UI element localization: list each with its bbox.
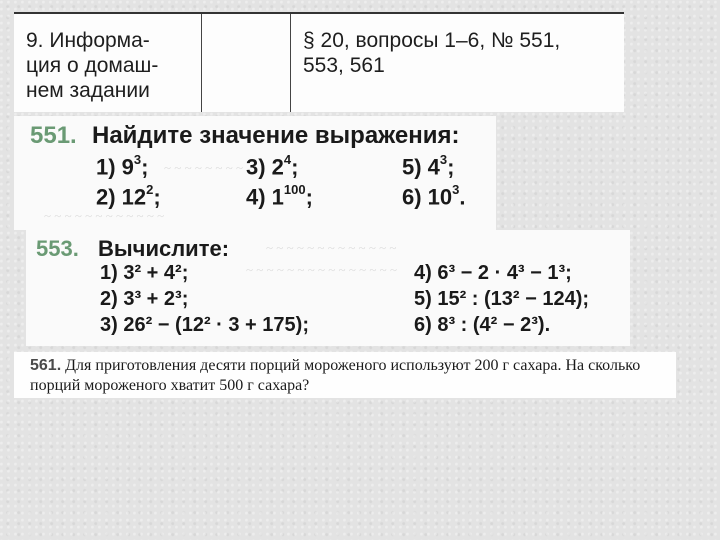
exercise-561 [14,352,676,398]
expression-item: 1) 3² + 4²; [100,262,189,284]
expression-item: 2) 3³ + 2³; [100,288,189,310]
exercise-text [30,356,670,396]
expression-item: 4) $1^{100}$; [246,182,313,210]
homework-label: 9. Информа- ция о домаш- нем задании [26,29,159,102]
expression-item: 1) $9^3$; [96,152,149,180]
homework-empty-cell [202,14,291,112]
bleed-through-text: ~ ~ ~ ~ ~ ~ ~ ~ ~ ~ ~ ~ ~ ~ ~ [246,262,397,277]
homework-value: § 20, вопросы 1–6, № 551, 553, 561 [303,29,561,77]
expression-item: 5) $4^3$; [402,152,455,180]
exercise-number: 553. [36,236,79,261]
exercise-number: 551. [30,122,77,149]
expression-item: 2) $12^2$; [96,182,161,210]
homework-table-row [14,12,624,112]
exercise-number: 561. [30,357,62,374]
bleed-through-text: ~ ~ ~ ~ ~ ~ ~ ~ ~ ~ ~ ~ ~ [266,240,397,255]
exercise-551 [14,116,496,230]
expression-item: 3) $2^4$; [246,152,299,180]
expression-item: 3) 26² − (12² · 3 + 175); [100,314,309,336]
exercise-title: Найдите значение выражения: [92,122,460,149]
homework-label-cell [14,14,202,112]
bleed-through-text: ~ ~ ~ ~ ~ ~ ~ ~ ~ ~ ~ ~ [44,208,165,223]
expression-item: 4) 6³ − 2 · 4³ − 1³; [414,262,572,284]
expression-item: 6) 8³ : (4² − 2³). [414,314,551,336]
exercise-body: Для приготовления десяти порций мороженого используют 200 г сахара. На сколько порций мороженого хватит 500 г сахара? [30,357,641,394]
homework-value-cell [291,14,624,112]
exercise-553 [26,230,630,346]
expression-item: 5) 15² : (13² − 124); [414,288,590,310]
bleed-through-text: ~ ~ ~ ~ ~ ~ ~ ~ [164,160,244,175]
expression-item: 6) $10^3$. [402,182,466,210]
exercise-title: Вычислите: [98,236,230,261]
